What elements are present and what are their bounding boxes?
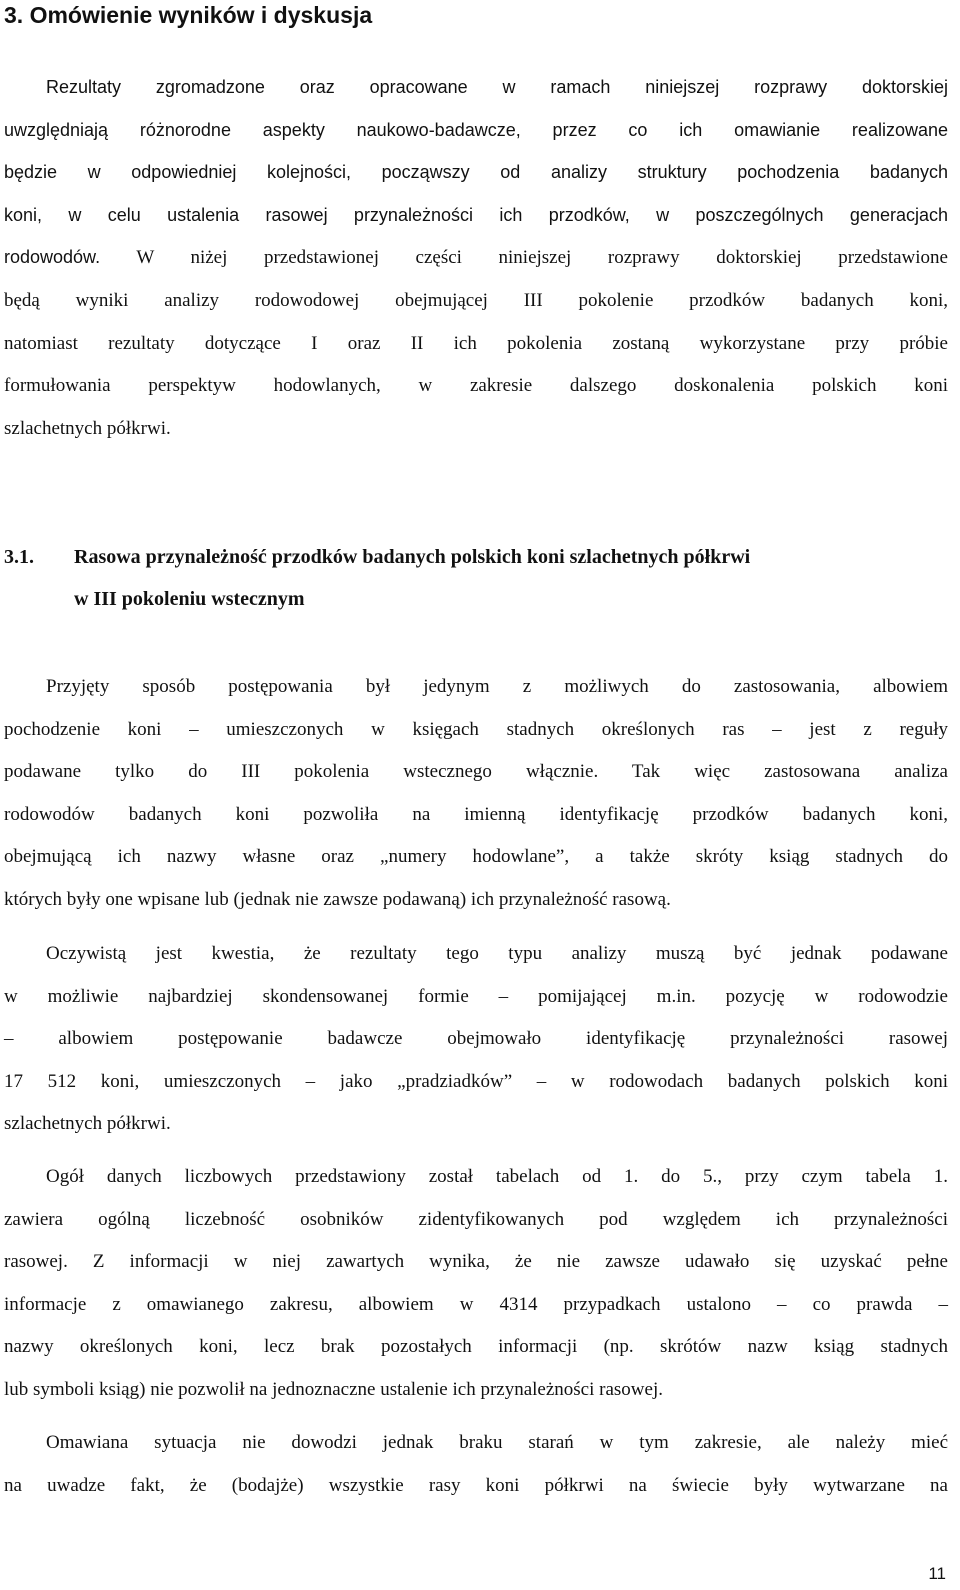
section-title-line2: w III pokoleniu wstecznym	[74, 588, 305, 610]
chapter-title: 3. Omówienie wyników i dyskusja	[4, 2, 373, 28]
text-line: zawiera ogólną liczebność osobników zidentyfikowanych pod względem ich przynależności	[4, 1208, 948, 1230]
paragraph-2	[4, 933, 948, 1146]
text-line: szlachetnych półkrwi.	[4, 1113, 171, 1135]
text-line: na uwadze fakt, że (bodajże) wszystkie rasy koni półkrwi na świecie były wytwarzane na	[4, 1474, 948, 1496]
section-heading	[4, 536, 948, 620]
text-line: których były one wpisane lub (jednak nie zawsze podawaną) ich przynależność rasową.	[4, 888, 671, 910]
text-line: koni, w celu ustalenia rasowej przynależności ich przodków, w poszczególnych generacjach	[4, 204, 948, 225]
paragraph-1	[4, 666, 948, 922]
text-line	[4, 236, 948, 280]
text-line: Ogół danych liczbowych przedstawiony został tabelach od 1. do 5., przy czym tabela 1.	[46, 1166, 948, 1187]
text-line: będzie w odpowiedniej kolejności, począwszy od analizy struktury pochodzenia badanych	[4, 162, 948, 183]
text-line: pochodzenie koni – umieszczonych w księgach stadnych określonych ras – jest z reguły	[4, 718, 948, 740]
text-line: Przyjęty sposób postępowania był jedynym z możliwych do zastosowania, albowiem	[46, 676, 948, 697]
text-line: szlachetnych półkrwi.	[4, 417, 171, 439]
text-fragment: rodowodów.	[4, 247, 101, 268]
text-line: w możliwie najbardziej skondensowanej formie – pomijającej m.in. pozycję w rodowodzie	[4, 985, 948, 1007]
text-line: Oczywistą jest kwestia, że rezultaty tego typu analizy muszą być jednak podawane	[46, 943, 948, 964]
text-line: obejmującą ich nazwy własne oraz „numery hodowlane”, a także skróty ksiąg stadnych do	[4, 846, 948, 868]
text-line: informacje z omawianego zakresu, albowiem w 4314 przypadkach ustalono – co prawda –	[4, 1293, 948, 1315]
section-heading-line	[4, 536, 948, 578]
text-fragment: W niżej przedstawionej części niniejszej rozprawy doktorskiej przedstawione	[136, 247, 948, 269]
text-line: 17 512 koni, umieszczonych – jako „pradziadków” – w rodowodach badanych polskich koni	[4, 1070, 948, 1092]
text-line: będą wyniki analizy rodowodowej obejmującej III pokolenie przodków badanych koni,	[4, 289, 948, 311]
text-line: Rezultaty zgromadzone oraz opracowane w ramach niniejszej rozprawy doktorskiej	[46, 77, 948, 97]
paragraph-3	[4, 1156, 948, 1412]
section-title-line1: Rasowa przynależność przodków badanych polskich koni szlachetnych półkrwi	[74, 546, 751, 568]
intro-paragraph	[4, 66, 948, 450]
text-line: natomiast rezultaty dotyczące I oraz II ich pokolenia zostaną wykorzystane przy próbie	[4, 332, 948, 354]
section-number: 3.1.	[4, 546, 34, 568]
text-line: rasowej. Z informacji w niej zawartych wynika, że nie zawsze udawało się uzyskać pełne	[4, 1251, 948, 1273]
paragraph-4	[4, 1422, 948, 1507]
text-line: rodowodów badanych koni pozwoliła na imienną identyfikację przodków badanych koni,	[4, 803, 948, 825]
text-line: lub symboli ksiąg) nie pozwolił na jednoznaczne ustalenie ich przynależności rasowej.	[4, 1378, 663, 1400]
text-line: uwzględniają różnorodne aspekty naukowo-badawcze, przez co ich omawianie realizowane	[4, 119, 948, 140]
text-line: – albowiem postępowanie badawcze obejmowało identyfikację przynależności rasowej	[4, 1028, 948, 1050]
text-line: Omawiana sytuacja nie dowodzi jednak braku starań w tym zakresie, ale należy mieć	[46, 1432, 948, 1453]
text-line: formułowania perspektyw hodowlanych, w zakresie dalszego doskonalenia polskich koni	[4, 375, 948, 397]
text-line: nazwy określonych koni, lecz brak pozostałych informacji (np. skrótów nazw ksiąg stadnych	[4, 1336, 948, 1358]
page-number: 11	[928, 1564, 946, 1583]
text-line: podawane tylko do III pokolenia wstecznego włącznie. Tak więc zastosowana analiza	[4, 761, 948, 783]
